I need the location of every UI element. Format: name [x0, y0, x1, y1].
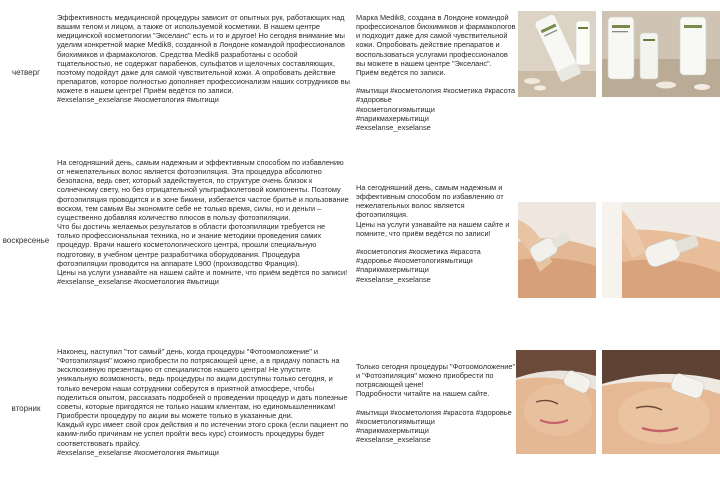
- rejuvenation-photo-2: [602, 350, 720, 454]
- day-label: вторник: [11, 404, 41, 413]
- post-full-text: Эффективность медицинской процедуры зависит от опытных рук, работающих над вашим телом и лицом, а также от используемой косметики. В нашем центре медицинской косметологии "Экселанс" есть и то и другое! Но сегодня внимание мы уделим конкретной марке Medik8, созданной в Лондоне командой профессионалов биохимиков и фармакологов. Средства Medik8 разработаны с особой тщательностью, не содержат парабенов, сульфатов и щелочных составляющих, поэтому подойдут даже для самой чувствительной кожи. А опробовать действие препаратов, которое полностью дополняет профессионализм наших сотрудников вы можете в нашем центре! Приём ведётся по записи. #exselanse_exselanse #косметология #мытищи: [57, 13, 350, 105]
- post-short-text: Марка Medik8, создана в Лондоне командой профессионалов биохимиков и фармакологов и подходит даже для самой чувствительной кожи. Опробовать действие препаратов и воспользоваться услугами профессионалов вы можете в нашем центре "Экселанс". Приём ведётся по записи. #мытищи #косметология #косметика #красота #здоровье #косметологиямытищи #парикмахермытищи #exselanse_exselanse: [356, 13, 516, 132]
- post-short-text: Только сегодня процедуры "Фотоомоложение" и "Фотоэпиляция" можно приобрести по потрясающей цене! Подробности читайте на нашем сайте. #мытищи #косметология #красота #здоровье #косметологиямытищи #парикмахермытищи #exselanse_exselanse: [356, 362, 516, 445]
- epilation-photo-2: [602, 202, 720, 298]
- rejuvenation-photo-1: [516, 350, 596, 454]
- product-photo-2: [602, 11, 720, 97]
- post-full-text: Наконец, наступил "тот самый" день, когда процедуры "Фотоомоложение" и "Фотоэпиляция" можно приобрести по потрясающей цене, а в придачу попасть на эксклюзивную презентацию от специалистов нашего центра! Не упустите уникальную возможность, ведь процедуры по акции доступны только сегодня, и только вечером наши сотрудники соберутся в приятной атмосфере, чтобы поделиться опытом, рассказать подробней о проведении процедур и дать полезные советы, которые пригодятся не только нашим клиентам, но единомышленникам! Приобрести процедуру по акции вы можете только в указанные дни. Каждый курс имеет свой срок действия и по истечении этого срока (если пациент по каким-либо причинам не успел пройти весь курс) стоимость процедуры будет соответствовать прайсу. #exselanse_exselanse #косметология #мытищи: [57, 347, 349, 457]
- day-label: воскресенье: [2, 236, 50, 245]
- post-short-text: На сегодняшний день, самым надежным и эффективным способом по избавлению от нежелательных волос является фотоэпиляция. Цены на услуги узнавайте на нашем сайте и помните, что приём ведётся по записи! #косметология #косметика #красота #здоровье #косметологиямытищи #парикмахермытищи #exselanse_exselanse: [356, 183, 510, 284]
- epilation-photo-1: [518, 202, 596, 298]
- post-full-text: На сегодняшний день, самым надежным и эффективным способом по избавлению от нежелательных волос является фотоэпиляция. Эта процедура абсолютно безопасна, ведь свет, который задействуется, по структуре очень близок к солнечному свету, но без отрицательной ультрафиолетовой компоненты. Поэтому фотоэпиляция проводится и в зоне бикини, избегается частое бритьё и пользование воском, тем самым Вы экономите себе не только время, силы, но и деньги – существенно добавляя количество плюсов в пользу фотоэпиляции. Что бы достичь желаемых результатов в области фотоэпиляции требуется не только профессиональная техника, но и знание методики проведения самих процедур. Врачи нашего косметологического центра, прошли специальную подготовку, в учебном центре разработчика оборудования. Процедура фотоэпиляции проводится на аппарате L900 (производство Франция). Цены на услуги узнавайте на нашем сайте и помните, что приём ведётся по записи! #exselanse_exselanse #косметология #мытищи: [57, 158, 349, 287]
- day-label: четверг: [12, 68, 40, 77]
- product-photo-1: [518, 11, 596, 97]
